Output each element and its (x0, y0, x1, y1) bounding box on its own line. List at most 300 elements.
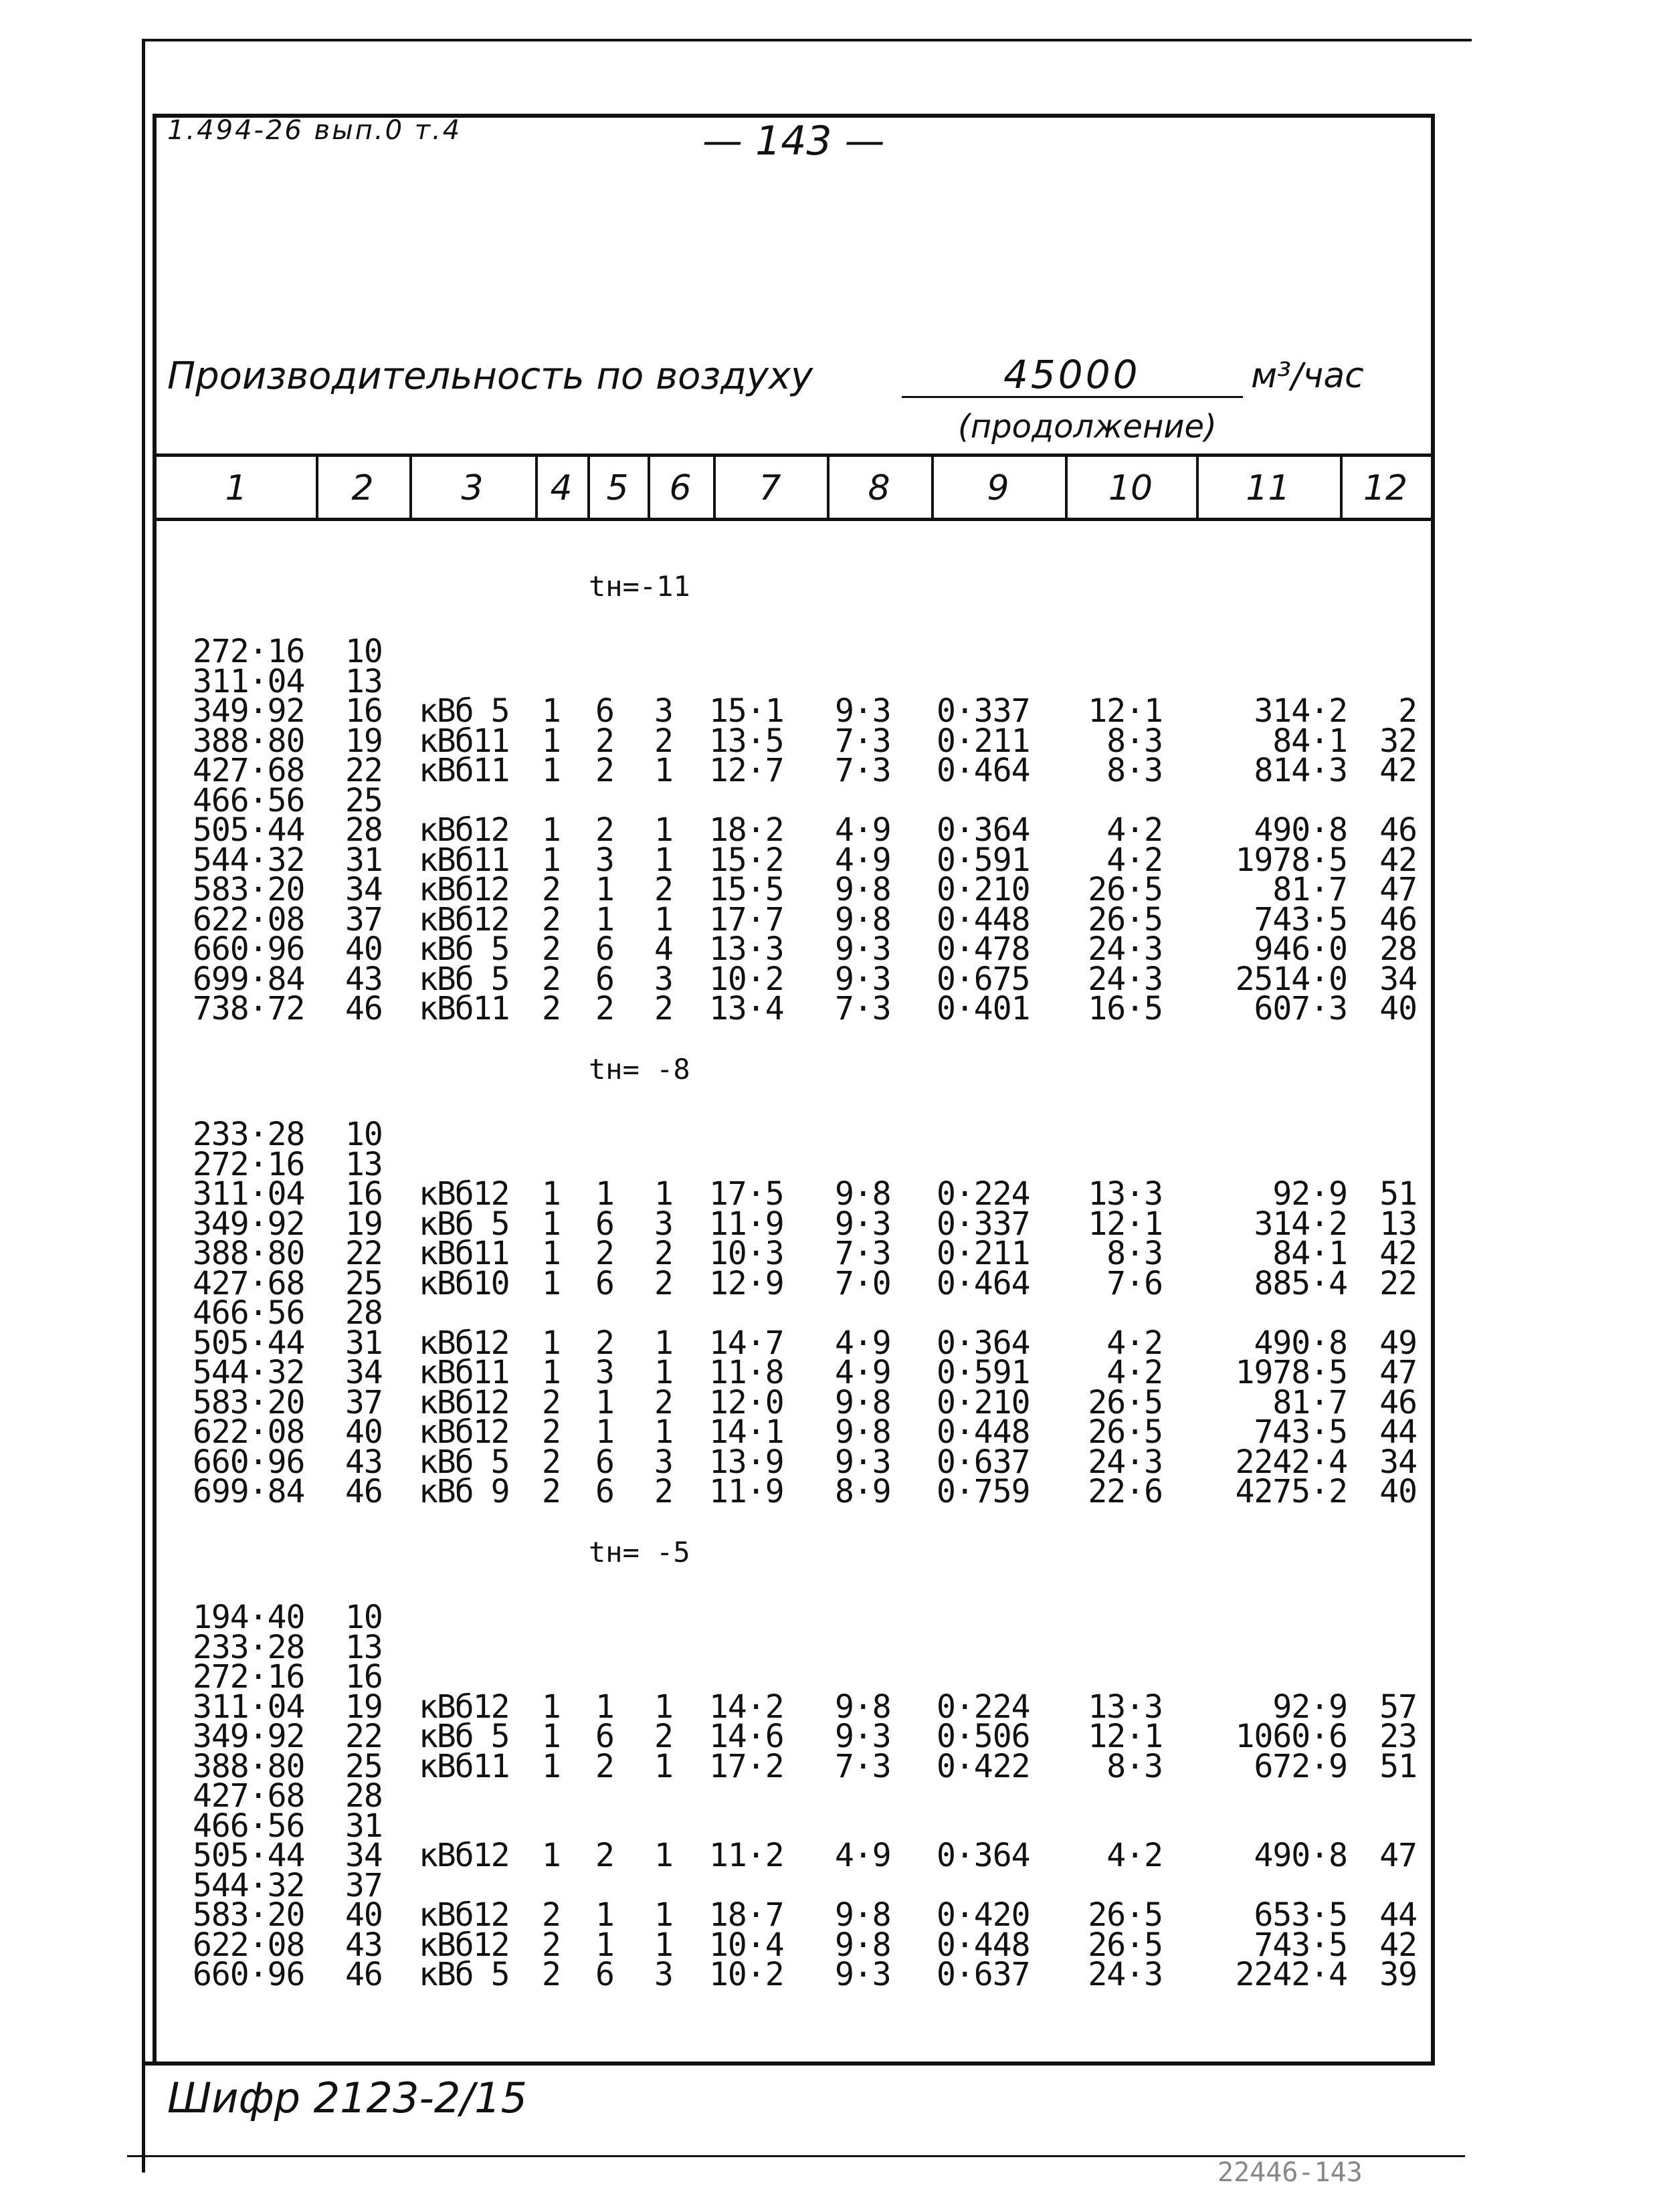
cell-col-9: 0·210 (937, 871, 1030, 908)
cell-col-10: 24·3 (1088, 1956, 1163, 1993)
cell-col-2: 13 (345, 1145, 383, 1183)
cell-col-9: 0·591 (937, 1354, 1030, 1391)
cell-col-1: 660·96 (193, 1443, 305, 1481)
cipher-code: Шифр 2123-2/15 (167, 2074, 528, 2122)
column-number-9: 9 (987, 468, 1009, 508)
cell-col-4: 2 (542, 1926, 561, 1964)
cell-col-2: 13 (345, 1628, 383, 1666)
cell-col-12: 42 (1379, 752, 1417, 789)
cell-col-4: 1 (542, 1747, 561, 1785)
cell-col-9: 0·464 (937, 752, 1030, 789)
cell-col-9: 0·506 (937, 1718, 1030, 1755)
cell-col-12: 46 (1379, 1383, 1417, 1421)
cell-col-5: 2 (595, 1837, 614, 1874)
cell-col-1: 544·32 (193, 1354, 305, 1391)
cell-col-11: 946·0 (1254, 930, 1347, 968)
cell-col-2: 28 (345, 811, 383, 849)
cell-col-8: 9·3 (835, 1956, 891, 1993)
cell-col-2: 25 (345, 1264, 383, 1302)
cell-col-1: 505·44 (193, 1837, 305, 1874)
cell-col-2: 43 (345, 960, 383, 998)
column-number-8: 8 (868, 468, 890, 508)
cell-col-7: 12·9 (709, 1264, 784, 1302)
cell-col-12: 51 (1379, 1747, 1417, 1785)
cell-col-4: 2 (542, 1473, 561, 1510)
cell-col-2: 31 (345, 1324, 383, 1362)
cell-col-9: 0·210 (937, 1383, 1030, 1421)
cell-col-6: 3 (654, 1443, 673, 1481)
cell-col-7: 11·8 (709, 1354, 784, 1391)
cell-col-4: 2 (542, 871, 561, 908)
cell-col-9: 0·464 (937, 1264, 1030, 1302)
cell-col-12: 32 (1379, 722, 1417, 760)
cell-col-12: 40 (1379, 990, 1417, 1027)
cell-col-9: 0·448 (937, 1413, 1030, 1451)
cell-col-7: 15·2 (709, 841, 784, 879)
column-number-5: 5 (606, 468, 629, 508)
cell-col-10: 26·5 (1088, 1383, 1163, 1421)
cell-col-1: 699·84 (193, 1473, 305, 1510)
cell-col-2: 25 (345, 781, 383, 819)
cell-col-5: 6 (595, 1718, 614, 1755)
cell-col-3: кВб12 (419, 871, 509, 908)
cell-col-5: 6 (595, 1205, 614, 1243)
cell-col-11: 314·2 (1254, 1205, 1347, 1243)
cell-col-10: 8·3 (1106, 722, 1163, 760)
cell-col-3: кВб10 (419, 1264, 509, 1302)
cell-col-11: 84·1 (1272, 1235, 1347, 1272)
cell-col-4: 2 (542, 1896, 561, 1934)
cell-col-3: кВб12 (419, 811, 509, 849)
cell-col-5: 3 (595, 1354, 614, 1391)
cell-col-11: 490·8 (1254, 1324, 1347, 1362)
cell-col-4: 1 (542, 1688, 561, 1726)
cell-col-12: 34 (1379, 1443, 1417, 1481)
section-label: tн=-11 (589, 570, 690, 603)
cell-col-7: 13·4 (709, 990, 784, 1027)
cell-col-7: 14·6 (709, 1718, 784, 1755)
cell-col-2: 37 (345, 900, 383, 938)
cell-col-3: кВб11 (419, 1747, 509, 1785)
cell-col-3: кВб12 (419, 1688, 509, 1726)
cell-col-12: 42 (1379, 1926, 1417, 1964)
cell-col-1: 622·08 (193, 1926, 305, 1964)
cell-col-4: 1 (542, 1324, 561, 1362)
cell-col-11: 2514·0 (1235, 960, 1347, 998)
cell-col-2: 19 (345, 1205, 383, 1243)
cell-col-10: 26·5 (1088, 1896, 1163, 1934)
cell-col-1: 466·56 (193, 1807, 305, 1845)
cell-col-10: 4·2 (1106, 1837, 1163, 1874)
cell-col-6: 3 (654, 1205, 673, 1243)
cell-col-7: 15·5 (709, 871, 784, 908)
cell-col-9: 0·364 (937, 1837, 1030, 1874)
cell-col-3: кВб12 (419, 1926, 509, 1964)
cell-col-2: 40 (345, 1896, 383, 1934)
cell-col-1: 427·68 (193, 1264, 305, 1302)
cell-col-12: 22 (1379, 1264, 1417, 1302)
cell-col-5: 1 (595, 900, 614, 938)
cell-col-12: 44 (1379, 1896, 1417, 1934)
cell-col-12: 44 (1379, 1413, 1417, 1451)
cell-col-4: 2 (542, 1443, 561, 1481)
cell-col-10: 22·6 (1088, 1473, 1163, 1510)
cell-col-3: кВб12 (419, 1413, 509, 1451)
cell-col-11: 81·7 (1272, 871, 1347, 908)
cell-col-8: 9·3 (835, 960, 891, 998)
cell-col-5: 6 (595, 692, 614, 730)
cell-col-2: 16 (345, 692, 383, 730)
cell-col-3: кВб12 (419, 1324, 509, 1362)
cell-col-9: 0·401 (937, 990, 1030, 1027)
cell-col-6: 3 (654, 1956, 673, 1993)
cell-col-10: 12·1 (1088, 692, 1163, 730)
cell-col-7: 10·3 (709, 1235, 784, 1272)
cell-col-7: 12·0 (709, 1383, 784, 1421)
cell-col-10: 16·5 (1088, 990, 1163, 1027)
cell-col-8: 7·3 (835, 1747, 891, 1785)
cell-col-2: 34 (345, 871, 383, 908)
cell-col-9: 0·591 (937, 841, 1030, 879)
document-code: 1.494-26 вып.0 т.4 (167, 115, 462, 146)
cell-col-2: 22 (345, 1718, 383, 1755)
cell-col-8: 7·3 (835, 752, 891, 789)
cell-col-1: 349·92 (193, 692, 305, 730)
cell-col-6: 2 (654, 1383, 673, 1421)
cell-col-10: 8·3 (1106, 1747, 1163, 1785)
cell-col-2: 37 (345, 1383, 383, 1421)
cell-col-12: 39 (1379, 1956, 1417, 1993)
cell-col-1: 311·04 (193, 1175, 305, 1213)
cell-col-8: 4·9 (835, 841, 891, 879)
section-label: tн= -8 (589, 1053, 690, 1086)
cell-col-6: 1 (654, 841, 673, 879)
cell-col-11: 814·3 (1254, 752, 1347, 789)
cell-col-1: 466·56 (193, 1294, 305, 1332)
cell-col-3: кВб11 (419, 752, 509, 789)
cell-col-7: 13·3 (709, 930, 784, 968)
cell-col-11: 1060·6 (1235, 1718, 1347, 1755)
cell-col-10: 12·1 (1088, 1718, 1163, 1755)
cell-col-9: 0·224 (937, 1688, 1030, 1726)
cell-col-8: 9·3 (835, 692, 891, 730)
cell-col-8: 9·8 (835, 871, 891, 908)
cell-col-6: 2 (654, 1264, 673, 1302)
cell-col-4: 1 (542, 1264, 561, 1302)
cell-col-2: 10 (345, 1599, 383, 1636)
cell-col-7: 11·9 (709, 1473, 784, 1510)
cell-col-11: 743·5 (1254, 900, 1347, 938)
cell-col-6: 1 (654, 1688, 673, 1726)
cell-col-2: 22 (345, 1235, 383, 1272)
cell-col-1: 505·44 (193, 811, 305, 849)
cell-col-4: 2 (542, 1956, 561, 1993)
cell-col-9: 0·637 (937, 1956, 1030, 1993)
section-label: tн= -5 (589, 1536, 690, 1569)
cell-col-1: 544·32 (193, 841, 305, 879)
cell-col-4: 2 (542, 960, 561, 998)
cell-col-11: 92·9 (1272, 1688, 1347, 1726)
cell-col-10: 4·2 (1106, 841, 1163, 879)
cell-col-6: 1 (654, 1175, 673, 1213)
cell-col-1: 272·16 (193, 1658, 305, 1696)
cell-col-6: 3 (654, 960, 673, 998)
cell-col-5: 6 (595, 1264, 614, 1302)
cell-col-1: 194·40 (193, 1599, 305, 1636)
cell-col-2: 10 (345, 633, 383, 670)
cell-col-2: 46 (345, 1956, 383, 1993)
cell-col-3: кВб12 (419, 1837, 509, 1874)
cell-col-11: 84·1 (1272, 722, 1347, 760)
cell-col-9: 0·448 (937, 1926, 1030, 1964)
cell-col-12: 46 (1379, 900, 1417, 938)
cell-col-8: 9·8 (835, 1383, 891, 1421)
cell-col-11: 2242·4 (1235, 1956, 1347, 1993)
outer-frame-left (142, 39, 145, 2173)
cell-col-9: 0·211 (937, 722, 1030, 760)
cell-col-1: 272·16 (193, 1145, 305, 1183)
cell-col-7: 14·1 (709, 1413, 784, 1451)
cell-col-11: 314·2 (1254, 692, 1347, 730)
cell-col-7: 13·5 (709, 722, 784, 760)
cell-col-7: 10·2 (709, 1956, 784, 1993)
cell-col-10: 4·2 (1106, 1324, 1163, 1362)
cell-col-8: 4·9 (835, 1324, 891, 1362)
cell-col-8: 9·3 (835, 1443, 891, 1481)
cell-col-1: 583·20 (193, 1896, 305, 1934)
cell-col-1: 583·20 (193, 1383, 305, 1421)
cell-col-10: 7·6 (1106, 1264, 1163, 1302)
cell-col-6: 2 (654, 1235, 673, 1272)
column-number-7: 7 (759, 468, 781, 508)
cell-col-9: 0·211 (937, 1235, 1030, 1272)
column-number-2: 2 (351, 468, 374, 508)
cell-col-11: 92·9 (1272, 1175, 1347, 1213)
cell-col-1: 622·08 (193, 900, 305, 938)
cell-col-11: 743·5 (1254, 1926, 1347, 1964)
cell-col-6: 1 (654, 1837, 673, 1874)
cell-col-3: кВб11 (419, 722, 509, 760)
cell-col-2: 34 (345, 1837, 383, 1874)
cell-col-6: 1 (654, 1413, 673, 1451)
cell-col-9: 0·364 (937, 1324, 1030, 1362)
cell-col-8: 9·8 (835, 1926, 891, 1964)
cell-col-9: 0·224 (937, 1175, 1030, 1213)
cell-col-10: 26·5 (1088, 871, 1163, 908)
cell-col-3: кВб12 (419, 1175, 509, 1213)
cell-col-8: 9·3 (835, 1205, 891, 1243)
column-number-11: 11 (1246, 468, 1290, 508)
column-number-4: 4 (550, 468, 573, 508)
cell-col-3: кВб 5 (419, 692, 509, 730)
cell-col-1: 699·84 (193, 960, 305, 998)
cell-col-12: 13 (1379, 1205, 1417, 1243)
cell-col-9: 0·759 (937, 1473, 1030, 1510)
cell-col-5: 2 (595, 1235, 614, 1272)
cell-col-3: кВб 5 (419, 930, 509, 968)
cell-col-4: 1 (542, 722, 561, 760)
cell-col-4: 2 (542, 900, 561, 938)
cell-col-5: 6 (595, 1473, 614, 1510)
cell-col-3: кВб11 (419, 1235, 509, 1272)
cell-col-5: 2 (595, 1324, 614, 1362)
column-number-12: 12 (1363, 468, 1408, 508)
cell-col-1: 660·96 (193, 930, 305, 968)
cell-col-9: 0·422 (937, 1747, 1030, 1785)
cell-col-3: кВб 9 (419, 1473, 509, 1510)
cell-col-12: 23 (1379, 1718, 1417, 1755)
cell-col-6: 1 (654, 1747, 673, 1785)
column-number-6: 6 (669, 468, 692, 508)
frame-left (153, 114, 157, 2066)
cell-col-2: 34 (345, 1354, 383, 1391)
cell-col-1: 427·68 (193, 752, 305, 789)
cell-col-7: 17·7 (709, 900, 784, 938)
cell-col-8: 9·3 (835, 1718, 891, 1755)
cell-col-12: 57 (1379, 1688, 1417, 1726)
cell-col-6: 1 (654, 752, 673, 789)
cell-col-3: кВб12 (419, 1383, 509, 1421)
cell-col-5: 2 (595, 1747, 614, 1785)
cell-col-12: 34 (1379, 960, 1417, 998)
cell-col-2: 40 (345, 930, 383, 968)
cell-col-9: 0·448 (937, 900, 1030, 938)
cell-col-1: 233·28 (193, 1628, 305, 1666)
cell-col-5: 1 (595, 1896, 614, 1934)
cell-col-1: 272·16 (193, 633, 305, 670)
cell-col-7: 11·2 (709, 1837, 784, 1874)
cell-col-1: 544·32 (193, 1866, 305, 1904)
cell-col-11: 4275·2 (1235, 1473, 1347, 1510)
cell-col-9: 0·637 (937, 1443, 1030, 1481)
cell-col-5: 2 (595, 990, 614, 1027)
cell-col-6: 1 (654, 1324, 673, 1362)
cell-col-1: 388·80 (193, 1747, 305, 1785)
cell-col-7: 14·7 (709, 1324, 784, 1362)
cell-col-10: 24·3 (1088, 1443, 1163, 1481)
cell-col-12: 51 (1379, 1175, 1417, 1213)
cell-col-10: 26·5 (1088, 1926, 1163, 1964)
cell-col-6: 1 (654, 811, 673, 849)
cell-col-2: 31 (345, 1807, 383, 1845)
flow-value: 45000 (1003, 352, 1141, 397)
cell-col-11: 2242·4 (1235, 1443, 1347, 1481)
cell-col-5: 6 (595, 960, 614, 998)
cell-col-7: 12·7 (709, 752, 784, 789)
frame-right (1431, 114, 1435, 2066)
cell-col-10: 26·5 (1088, 900, 1163, 938)
cell-col-9: 0·420 (937, 1896, 1030, 1934)
cell-col-3: кВб12 (419, 900, 509, 938)
cell-col-4: 1 (542, 811, 561, 849)
cell-col-1: 311·04 (193, 662, 305, 700)
frame-bottom (143, 2062, 1435, 2066)
cell-col-5: 1 (595, 1175, 614, 1213)
cell-col-10: 4·2 (1106, 1354, 1163, 1391)
cell-col-6: 2 (654, 722, 673, 760)
cell-col-8: 4·9 (835, 1837, 891, 1874)
cell-col-4: 1 (542, 841, 561, 879)
cell-col-2: 28 (345, 1777, 383, 1815)
cell-col-7: 10·4 (709, 1926, 784, 1964)
cell-col-2: 46 (345, 990, 383, 1027)
cell-col-1: 388·80 (193, 722, 305, 760)
cell-col-4: 1 (542, 1175, 561, 1213)
cell-col-2: 25 (345, 1747, 383, 1785)
cell-col-3: кВб11 (419, 841, 509, 879)
cell-col-8: 7·3 (835, 990, 891, 1027)
cell-col-6: 2 (654, 871, 673, 908)
cell-col-5: 6 (595, 1443, 614, 1481)
column-number-3: 3 (461, 468, 484, 508)
column-number-1: 1 (225, 468, 248, 508)
cell-col-1: 427·68 (193, 1777, 305, 1815)
cell-col-8: 9·8 (835, 1896, 891, 1934)
cell-col-8: 9·3 (835, 930, 891, 968)
cell-col-6: 1 (654, 1354, 673, 1391)
cell-col-11: 1978·5 (1235, 1354, 1347, 1391)
cell-col-4: 1 (542, 1205, 561, 1243)
cell-col-8: 4·9 (835, 811, 891, 849)
cell-col-2: 28 (345, 1294, 383, 1332)
cell-col-7: 17·5 (709, 1175, 784, 1213)
cell-col-2: 19 (345, 722, 383, 760)
cell-col-4: 1 (542, 1235, 561, 1272)
cell-col-12: 49 (1379, 1324, 1417, 1362)
page-number: — 143 — (702, 118, 885, 165)
cell-col-11: 653·5 (1254, 1896, 1347, 1934)
cell-col-7: 14·2 (709, 1688, 784, 1726)
cell-col-1: 311·04 (193, 1688, 305, 1726)
cell-col-8: 9·8 (835, 1413, 891, 1451)
cell-col-11: 607·3 (1254, 990, 1347, 1027)
cell-col-8: 4·9 (835, 1354, 891, 1391)
cell-col-2: 16 (345, 1175, 383, 1213)
cell-col-5: 1 (595, 1688, 614, 1726)
cell-col-2: 37 (345, 1866, 383, 1904)
cell-col-4: 1 (542, 752, 561, 789)
cell-col-5: 2 (595, 811, 614, 849)
cell-col-8: 9·8 (835, 1175, 891, 1213)
cell-col-9: 0·478 (937, 930, 1030, 968)
cell-col-2: 10 (345, 1116, 383, 1153)
cell-col-5: 6 (595, 1956, 614, 1993)
cell-col-10: 8·3 (1106, 1235, 1163, 1272)
cell-col-9: 0·675 (937, 960, 1030, 998)
cell-col-1: 738·72 (193, 990, 305, 1027)
cell-col-8: 7·0 (835, 1264, 891, 1302)
cell-col-11: 743·5 (1254, 1413, 1347, 1451)
cell-col-5: 1 (595, 1383, 614, 1421)
cell-col-11: 81·7 (1272, 1383, 1347, 1421)
cell-col-5: 2 (595, 752, 614, 789)
header-bottom-rule (153, 518, 1435, 521)
cell-col-1: 622·08 (193, 1413, 305, 1451)
cell-col-7: 13·9 (709, 1443, 784, 1481)
cell-col-7: 18·2 (709, 811, 784, 849)
cell-col-1: 349·92 (193, 1205, 305, 1243)
cell-col-2: 43 (345, 1926, 383, 1964)
cell-col-8: 9·8 (835, 1688, 891, 1726)
flow-unit: м³/час (1251, 356, 1364, 396)
cell-col-6: 1 (654, 900, 673, 938)
cell-col-10: 13·3 (1088, 1688, 1163, 1726)
cell-col-3: кВб 5 (419, 1718, 509, 1755)
cell-col-9: 0·337 (937, 1205, 1030, 1243)
cell-col-12: 47 (1379, 1837, 1417, 1874)
cell-col-12: 47 (1379, 1354, 1417, 1391)
column-number-10: 10 (1108, 468, 1153, 508)
